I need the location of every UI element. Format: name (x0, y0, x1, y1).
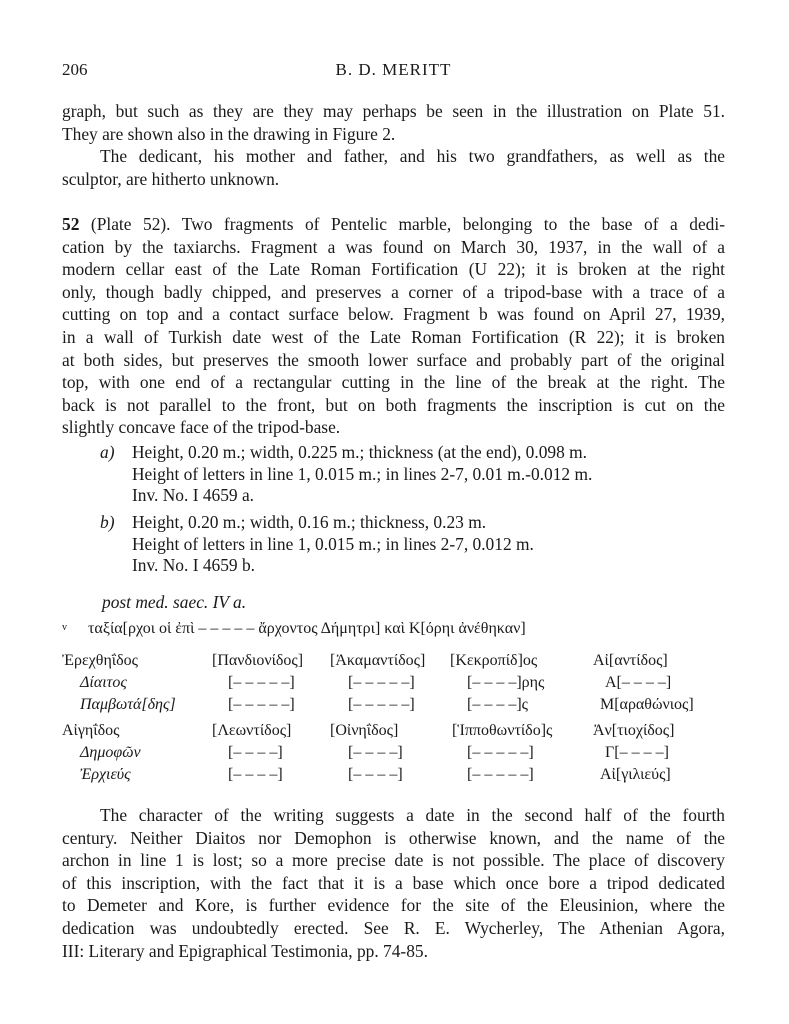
text-line: The dedicant, his mother and father, and his two grandfathers, as well as the (100, 146, 725, 166)
lacuna: Γ[– – – –] (605, 744, 669, 761)
tribe-name: Ἐρεχθηΐδος (62, 652, 138, 669)
spec-line: Height, 0.20 m.; width, 0.225 m.; thickness (at the end), 0.098 m. (132, 442, 588, 462)
text-line: III: Literary and Epigraphical Testimonia, pp. 74-85. (62, 940, 428, 961)
tribe-name: [Λεωντίδος] (212, 722, 292, 739)
text-line: top, with one end of a rectangular cutting in the line of the break at the right. The (62, 372, 725, 393)
lacuna: [– – – –] (228, 766, 283, 783)
text-line: to Demeter and Kore, is further evidence for the site of the Eleusinion, where the (62, 895, 725, 916)
text-line: cation by the taxiarchs. Fragment a was found on March 30, 1937, in the wall of a (62, 236, 725, 257)
lacuna: [– – – –] (348, 744, 403, 761)
paragraph-discussion (62, 804, 725, 962)
tribe-name: Ἀν[τιοχίδος] (593, 722, 675, 739)
text-line: modern cellar east of the Late Roman Fortification (U 22); it is broken at the right (62, 259, 725, 280)
text-line: century. Neither Diaitos nor Demophon is otherwise known, and the name of the (62, 827, 725, 848)
running-head: B. D. MERITT (335, 60, 452, 79)
text-line: The character of the writing suggests a date in the second half of the fourth (100, 805, 725, 825)
text-line: They are shown also in the drawing in Figure 2. (62, 123, 396, 144)
person-name: Δίαιτος (80, 674, 127, 691)
text-line: sculptor, are hitherto unknown. (62, 168, 280, 189)
text-line: cutting on top and a contact surface below. Fragment b was found on April 27, 1939, (62, 304, 725, 325)
text-line: graph, but such as they are they may perhaps be seen in the illustration on Plate 51. (62, 101, 725, 121)
text-line: slightly concave face of the tripod-base. (62, 417, 341, 438)
lacuna: [– – – – –] (228, 674, 295, 691)
person-name: Δημοφῶν (80, 744, 141, 761)
tribe-name: Αἰγηΐδος (62, 722, 120, 739)
lacuna: [– – – – –] (348, 696, 415, 713)
lacuna: [– – – –]ς (467, 696, 528, 713)
date-line: post med. saec. IV a. (102, 592, 247, 612)
tribe-name: Αἰ[αντίδος] (593, 652, 668, 669)
spec-line: Height of letters in line 1, 0.015 m.; in lines 2-7, 0.01 m.-0.012 m. (132, 463, 593, 484)
lacuna: [– – – – –] (467, 744, 534, 761)
text-line: at both sides, but preserves the smooth lower surface and probably part of the original (62, 349, 725, 370)
demotic: Αἰ[γιλιεύς] (600, 766, 671, 783)
spec-line: Inv. No. I 4659 b. (132, 555, 256, 575)
person-name: Παμβωτά[δης] (80, 696, 176, 713)
lacuna: [– – – –] (348, 766, 403, 783)
text-line: of this inscription, with the fact that it is a base which once bore a tripod dedicated (62, 872, 725, 893)
spec-line: Height of letters in line 1, 0.015 m.; in lines 2-7, 0.012 m. (132, 533, 534, 554)
lacuna: [– – – – –] (228, 696, 295, 713)
tribe-name: [Ἀκαμαντίδος] (330, 652, 426, 669)
lacuna: [– – – – –] (467, 766, 534, 783)
text-line: back is not parallel to the front, but on both fragments the inscription is cut on the (62, 394, 725, 415)
lacuna: Α[– – – –] (605, 674, 672, 691)
inscription-line-1: ταξία[ρχοι οἱ ἐπὶ – – – – – ἄρχοντος Δήμητρι] καὶ Κ[όρηι ἀνέθηκαν] (88, 620, 526, 637)
tribe-name: [Κεκροπίδ]ος (450, 652, 538, 669)
spec-line: Inv. No. I 4659 a. (132, 485, 255, 505)
text-line: archon in line 1 is lost; so a more precise date is not possible. The place of discovery (62, 850, 725, 871)
line-marker: v (62, 622, 67, 633)
text-segment: (Plate 52). Two fragments of Pentelic marble, belonging to the base of a dedi- (79, 214, 725, 234)
person-name: Ἐρχιεύς (80, 766, 131, 783)
demotic: Μ[αραθώνιος] (600, 696, 694, 713)
spec-label: a) (100, 442, 115, 462)
page-number: 206 (62, 60, 88, 79)
text-line: in a wall of Turkish date west of the Late Roman Fortification (R 22); it is broken (62, 326, 725, 347)
text-line: dedication was undoubtedly erected. See R. E. Wycherley, The Athenian Agora, (62, 917, 725, 938)
tribe-name: [Οἰνηΐδος] (330, 722, 399, 739)
text-line: only, though badly chipped, and preserves a corner of a tripod-base with a trace of a (62, 281, 725, 302)
spec-line: Height, 0.20 m.; width, 0.16 m.; thickness, 0.23 m. (132, 512, 487, 532)
tribe-name: [Πανδιονίδος] (212, 652, 304, 669)
lacuna: [– – – – –] (348, 674, 415, 691)
catalog-number: 52 (62, 214, 80, 234)
tribe-name: [Ἱπποθωντίδο]ς (452, 722, 553, 739)
spec-label: b) (100, 512, 115, 532)
lacuna: [– – – –]ρης (467, 674, 545, 691)
lacuna: [– – – –] (228, 744, 283, 761)
